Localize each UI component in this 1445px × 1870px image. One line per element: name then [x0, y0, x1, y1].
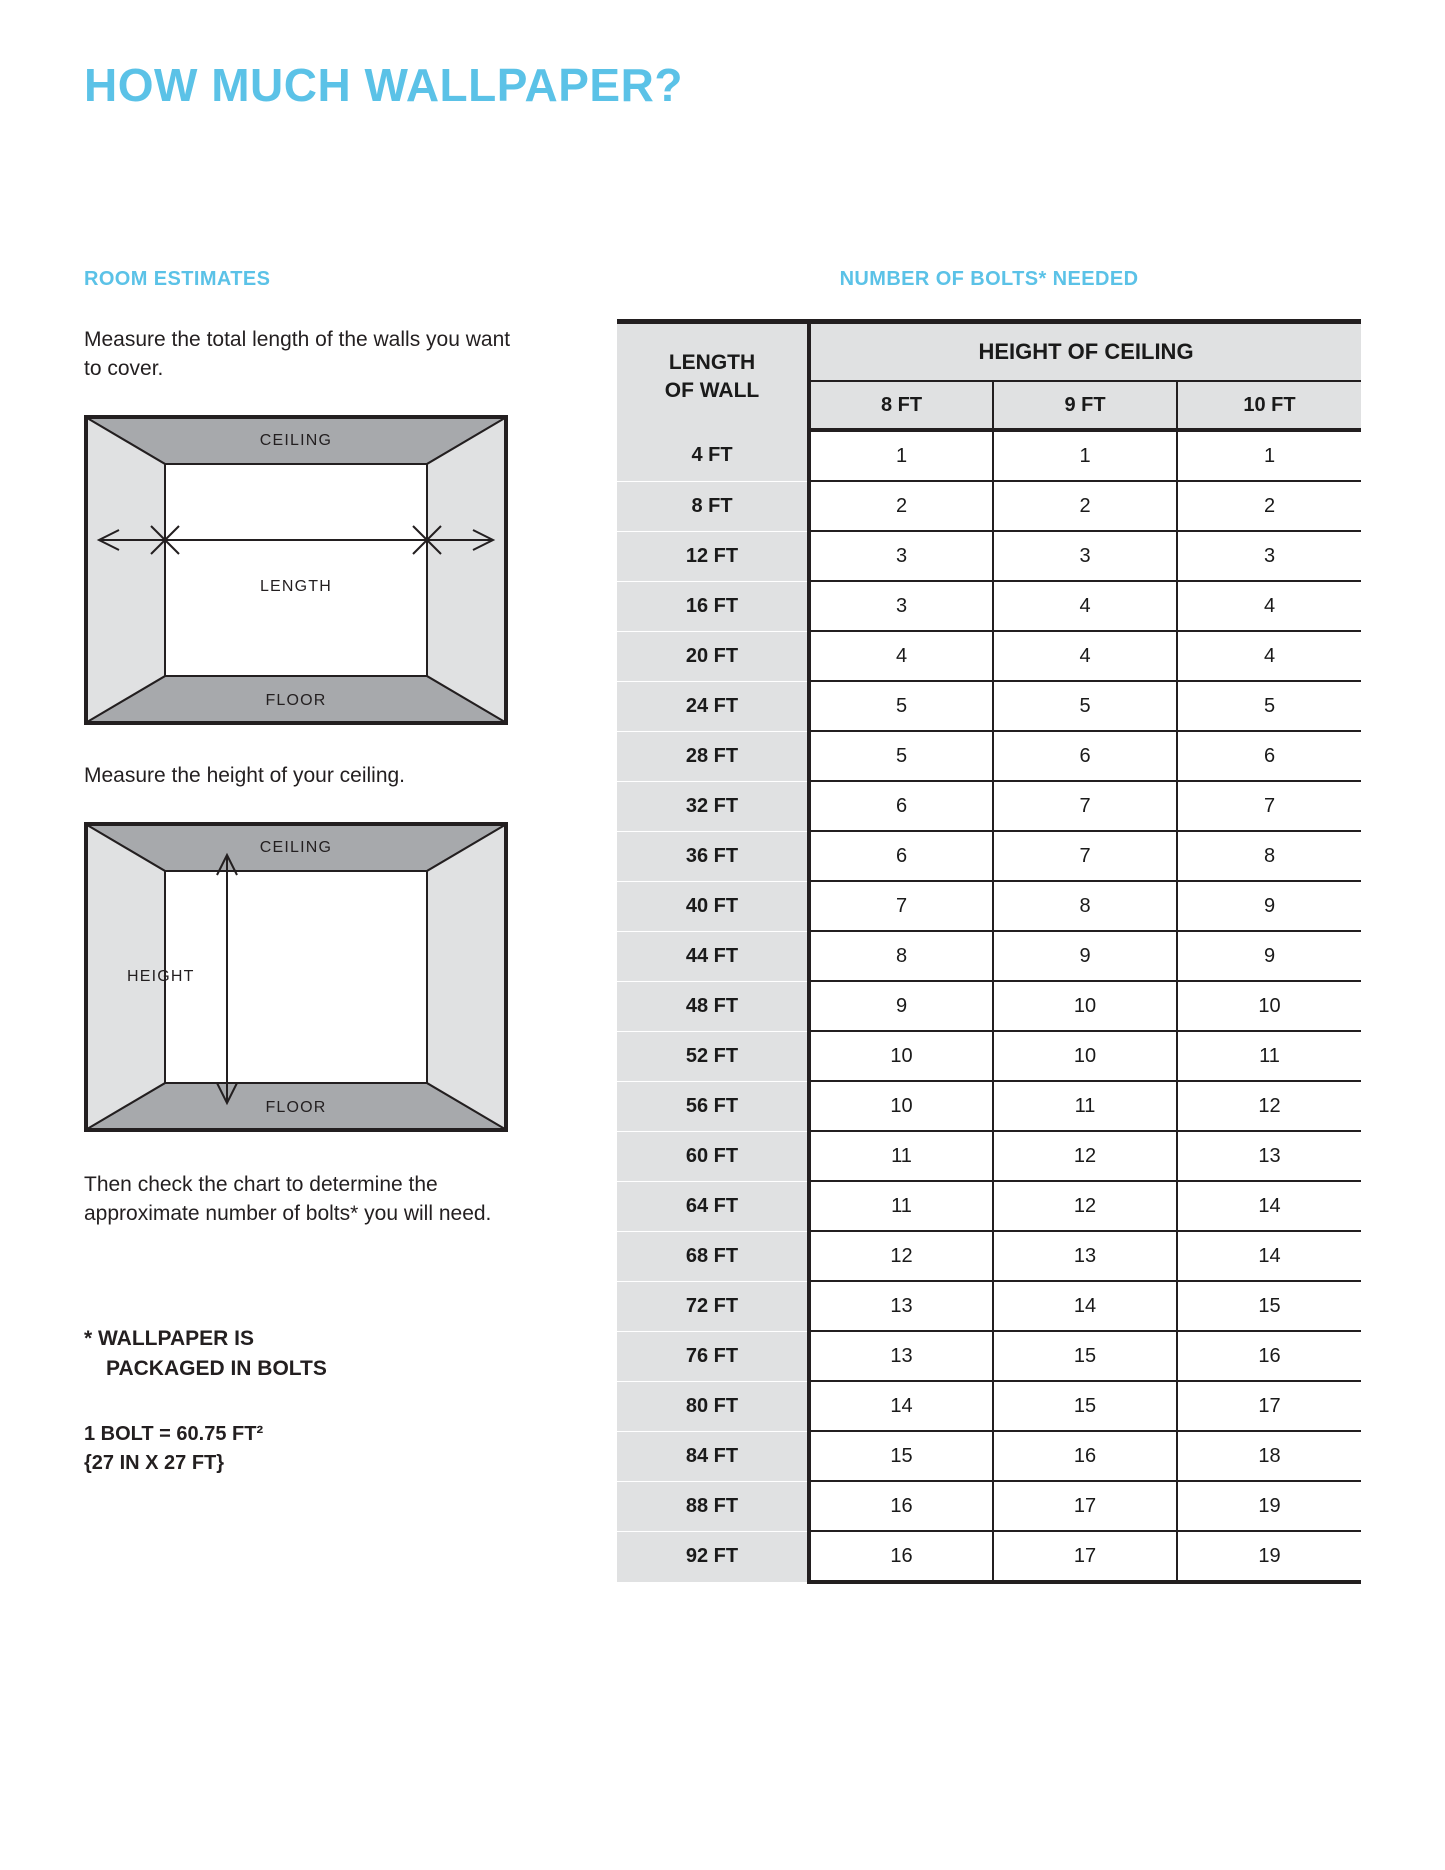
bolts-cell: 9 — [809, 981, 993, 1031]
bolts-cell: 6 — [993, 731, 1177, 781]
row-label-length: 72 FT — [617, 1281, 809, 1331]
diagram1-floor-label: FLOOR — [265, 692, 327, 709]
table-row — [617, 681, 1361, 731]
bolts-cell: 13 — [809, 1281, 993, 1331]
bolts-cell: 16 — [993, 1431, 1177, 1481]
bolts-cell: 11 — [1177, 1031, 1361, 1081]
bolts-cell: 18 — [1177, 1431, 1361, 1481]
room-estimates-column — [84, 268, 524, 1478]
bolts-cell: 6 — [809, 781, 993, 831]
bolts-cell: 5 — [809, 731, 993, 781]
header-length-line2: OF WALL — [664, 379, 760, 402]
bolts-cell: 12 — [1177, 1081, 1361, 1131]
bolts-cell: 7 — [993, 831, 1177, 881]
bolts-cell: 7 — [1177, 781, 1361, 831]
footnote-line-2: PACKAGED IN BOLTS — [106, 1357, 327, 1380]
diagram1-length-label: LENGTH — [259, 578, 333, 595]
room-length-svg — [87, 418, 505, 722]
table-row — [617, 1231, 1361, 1281]
bolts-cell: 13 — [809, 1331, 993, 1381]
table-body — [617, 430, 1361, 1582]
header-length-of-wall — [617, 322, 809, 431]
row-label-length: 36 FT — [617, 831, 809, 881]
diagram2-height-label: HEIGHT — [127, 968, 195, 985]
bolts-cell: 11 — [809, 1181, 993, 1231]
bolts-cell: 5 — [993, 681, 1177, 731]
bolts-cell: 13 — [1177, 1131, 1361, 1181]
row-label-length: 8 FT — [617, 481, 809, 531]
bolts-cell: 3 — [1177, 531, 1361, 581]
table-row — [617, 1431, 1361, 1481]
bolts-cell: 16 — [1177, 1331, 1361, 1381]
table-row — [617, 531, 1361, 581]
room-diagram-length — [84, 415, 508, 725]
bolts-cell: 14 — [993, 1281, 1177, 1331]
row-label-length: 56 FT — [617, 1081, 809, 1131]
bolts-cell: 17 — [993, 1481, 1177, 1531]
bolt-size-line-1: 1 BOLT = 60.75 FT² — [84, 1423, 264, 1445]
table-row — [617, 1381, 1361, 1431]
bolts-cell: 15 — [993, 1381, 1177, 1431]
table-row — [617, 981, 1361, 1031]
bolt-size-line-2: {27 IN X 27 FT} — [84, 1452, 225, 1474]
bolts-table-section — [617, 268, 1361, 1584]
table-row — [617, 1131, 1361, 1181]
row-label-length: 16 FT — [617, 581, 809, 631]
bolts-cell: 2 — [809, 481, 993, 531]
bolts-cell: 8 — [993, 881, 1177, 931]
bolts-cell: 2 — [993, 481, 1177, 531]
bolts-cell: 7 — [809, 881, 993, 931]
bolts-cell: 4 — [1177, 631, 1361, 681]
step-3-text: Then check the chart to determine the approximate number of bolts* you will need. — [84, 1173, 492, 1225]
table-row — [617, 1531, 1361, 1582]
bolts-cell: 4 — [809, 631, 993, 681]
table-row — [617, 1281, 1361, 1331]
bolts-cell: 19 — [1177, 1531, 1361, 1582]
row-label-length: 80 FT — [617, 1381, 809, 1431]
bolts-cell: 3 — [993, 531, 1177, 581]
bolts-cell: 15 — [809, 1431, 993, 1481]
header-length-line1: LENGTH — [668, 351, 756, 374]
table-row — [617, 1331, 1361, 1381]
row-label-length: 68 FT — [617, 1231, 809, 1281]
header-col-10ft: 10 FT — [1177, 381, 1361, 430]
bolts-cell: 15 — [993, 1331, 1177, 1381]
page-title: HOW MUCH WALLPAPER? — [84, 59, 683, 111]
bolts-cell: 9 — [1177, 931, 1361, 981]
row-label-length: 12 FT — [617, 531, 809, 581]
bolts-cell: 15 — [1177, 1281, 1361, 1331]
row-label-length: 4 FT — [617, 430, 809, 481]
step-1-text: Measure the total length of the walls you want to cover. — [84, 328, 511, 380]
bolts-cell: 1 — [993, 430, 1177, 481]
bolts-cell: 17 — [1177, 1381, 1361, 1431]
bolts-cell: 6 — [1177, 731, 1361, 781]
bolts-cell: 6 — [809, 831, 993, 881]
bolts-cell: 8 — [1177, 831, 1361, 881]
table-title: NUMBER OF BOLTS* NEEDED — [839, 268, 1139, 290]
table-row — [617, 881, 1361, 931]
row-label-length: 88 FT — [617, 1481, 809, 1531]
bolts-cell: 3 — [809, 581, 993, 631]
table-row — [617, 931, 1361, 981]
table-row — [617, 831, 1361, 881]
row-label-length: 76 FT — [617, 1331, 809, 1381]
bolts-cell: 12 — [993, 1131, 1177, 1181]
row-label-length: 92 FT — [617, 1531, 809, 1582]
bolts-cell: 10 — [809, 1031, 993, 1081]
table-row — [617, 631, 1361, 681]
step-2-text: Measure the height of your ceiling. — [84, 764, 406, 787]
bolts-cell: 16 — [809, 1531, 993, 1582]
bolts-cell: 3 — [809, 531, 993, 581]
table-row — [617, 481, 1361, 531]
bolts-cell: 17 — [993, 1531, 1177, 1582]
table-row — [617, 430, 1361, 481]
header-height-of-ceiling: HEIGHT OF CEILING — [809, 322, 1361, 382]
table-row — [617, 731, 1361, 781]
bolts-cell: 9 — [993, 931, 1177, 981]
row-label-length: 20 FT — [617, 631, 809, 681]
bolts-cell: 2 — [1177, 481, 1361, 531]
bolts-cell: 9 — [1177, 881, 1361, 931]
bolts-cell: 14 — [1177, 1231, 1361, 1281]
bolts-cell: 11 — [993, 1081, 1177, 1131]
bolts-cell: 10 — [993, 1031, 1177, 1081]
row-label-length: 52 FT — [617, 1031, 809, 1081]
bolts-cell: 4 — [1177, 581, 1361, 631]
table-row — [617, 1481, 1361, 1531]
row-label-length: 60 FT — [617, 1131, 809, 1181]
table-row — [617, 1031, 1361, 1081]
bolts-cell: 13 — [993, 1231, 1177, 1281]
bolts-cell: 14 — [809, 1381, 993, 1431]
bolts-cell: 1 — [809, 430, 993, 481]
bolts-cell: 12 — [809, 1231, 993, 1281]
header-col-9ft: 9 FT — [993, 381, 1177, 430]
diagram2-floor-label: FLOOR — [265, 1099, 327, 1116]
bolts-cell: 14 — [1177, 1181, 1361, 1231]
header-col-8ft: 8 FT — [809, 381, 993, 430]
diagram1-ceiling-label: CEILING — [259, 432, 333, 449]
section-heading-room-estimates: ROOM ESTIMATES — [84, 268, 271, 290]
bolts-cell: 4 — [993, 581, 1177, 631]
row-label-length: 40 FT — [617, 881, 809, 931]
bolts-cell: 11 — [809, 1131, 993, 1181]
table-head — [617, 322, 1361, 431]
bolts-cell: 7 — [993, 781, 1177, 831]
bolts-cell: 10 — [1177, 981, 1361, 1031]
row-label-length: 48 FT — [617, 981, 809, 1031]
row-label-length: 44 FT — [617, 931, 809, 981]
table-row — [617, 1081, 1361, 1131]
bolts-cell: 10 — [809, 1081, 993, 1131]
bolts-cell: 8 — [809, 931, 993, 981]
table-row — [617, 1181, 1361, 1231]
row-label-length: 32 FT — [617, 781, 809, 831]
bolts-cell: 16 — [809, 1481, 993, 1531]
bolts-table — [617, 319, 1361, 1584]
table-row — [617, 781, 1361, 831]
table-header-row-group — [617, 322, 1361, 382]
bolts-cell: 5 — [1177, 681, 1361, 731]
diagram2-ceiling-label: CEILING — [259, 839, 333, 856]
bolts-cell: 5 — [809, 681, 993, 731]
bolts-cell: 10 — [993, 981, 1177, 1031]
bolts-cell: 12 — [993, 1181, 1177, 1231]
footnote-line-1: * WALLPAPER IS — [84, 1327, 254, 1350]
row-label-length: 84 FT — [617, 1431, 809, 1481]
bolts-cell: 4 — [993, 631, 1177, 681]
row-label-length: 64 FT — [617, 1181, 809, 1231]
room-diagram-height — [84, 822, 508, 1132]
row-label-length: 24 FT — [617, 681, 809, 731]
bolts-cell: 1 — [1177, 430, 1361, 481]
row-label-length: 28 FT — [617, 731, 809, 781]
table-row — [617, 581, 1361, 631]
bolts-cell: 19 — [1177, 1481, 1361, 1531]
